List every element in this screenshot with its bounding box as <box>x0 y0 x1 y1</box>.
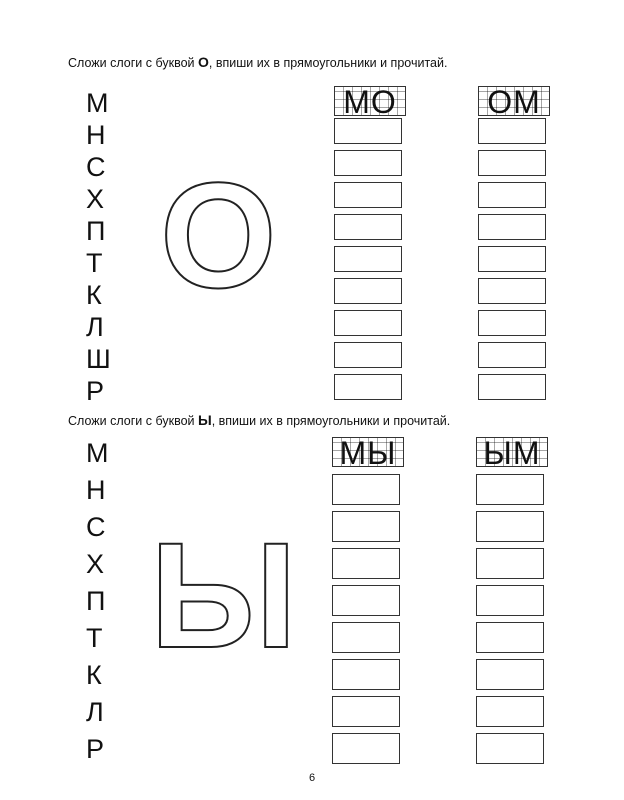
consonant-letter: Х <box>86 549 105 579</box>
syllable-box[interactable] <box>332 548 400 579</box>
consonant-letter: Р <box>86 734 105 764</box>
syllable-box[interactable] <box>334 278 402 304</box>
instruction-letter: Ы <box>197 412 212 428</box>
syllable-box[interactable] <box>332 622 400 653</box>
syllable-box[interactable] <box>334 246 402 272</box>
consonant-letter: Л <box>86 312 104 342</box>
instruction-text: Сложи слоги с буквой <box>68 414 198 428</box>
syllable-box[interactable] <box>478 246 546 272</box>
syllable-box[interactable] <box>334 342 402 368</box>
consonant-letter: М <box>86 88 109 118</box>
consonant-letter: Т <box>86 248 103 278</box>
consonant-letter: Н <box>86 120 106 150</box>
consonant-letter: П <box>86 586 106 616</box>
sample-syllable: МЫ <box>332 437 404 467</box>
syllable-box[interactable] <box>332 659 400 690</box>
syllable-box[interactable] <box>478 342 546 368</box>
consonant-letter: Т <box>86 623 103 653</box>
syllable-box[interactable] <box>478 118 546 144</box>
syllable-box[interactable] <box>476 585 544 616</box>
syllable-box[interactable] <box>476 548 544 579</box>
instruction-text-end: , впиши их в прямоугольники и прочитай. <box>208 56 448 70</box>
syllable-box[interactable] <box>478 182 546 208</box>
syllable-box[interactable] <box>334 214 402 240</box>
syllable-box[interactable] <box>476 474 544 505</box>
sample-syllable: ЫМ <box>476 437 548 467</box>
syllable-box[interactable] <box>476 622 544 653</box>
instruction-text: Сложи слоги с буквой <box>68 56 198 70</box>
instruction-y <box>68 412 450 428</box>
sample-syllable: ОМ <box>478 86 550 116</box>
syllable-box[interactable] <box>478 374 546 400</box>
consonant-letter: Р <box>86 376 105 406</box>
syllable-box[interactable] <box>332 511 400 542</box>
syllable-box[interactable] <box>476 733 544 764</box>
syllable-box[interactable] <box>334 310 402 336</box>
instruction-text-end: , впиши их в прямоугольники и прочитай. <box>211 414 451 428</box>
syllable-box[interactable] <box>334 118 402 144</box>
consonant-letter: С <box>86 152 106 182</box>
syllable-box[interactable] <box>478 278 546 304</box>
consonant-letter: М <box>86 438 109 468</box>
syllable-box[interactable] <box>476 659 544 690</box>
sample-syllable: МО <box>334 86 406 116</box>
syllable-box[interactable] <box>476 696 544 727</box>
consonant-letter: К <box>86 660 102 690</box>
consonant-letter: Ш <box>86 344 111 374</box>
consonant-letter: Х <box>86 184 105 214</box>
big-letter-o: О <box>160 151 277 319</box>
consonant-letter: С <box>86 512 106 542</box>
page-number: 6 <box>308 772 316 784</box>
big-letter-y: Ы <box>150 511 297 679</box>
syllable-box[interactable] <box>332 474 400 505</box>
consonant-letter: Л <box>86 697 104 727</box>
syllable-box[interactable] <box>478 214 546 240</box>
consonant-letter: П <box>86 216 106 246</box>
syllable-box[interactable] <box>334 182 402 208</box>
syllable-box[interactable] <box>332 585 400 616</box>
consonant-letter: Н <box>86 475 106 505</box>
instruction-letter: О <box>197 54 209 70</box>
syllable-box[interactable] <box>334 150 402 176</box>
instruction-o <box>68 54 447 70</box>
consonant-letter: К <box>86 280 102 310</box>
syllable-box[interactable] <box>476 511 544 542</box>
syllable-box[interactable] <box>332 696 400 727</box>
syllable-box[interactable] <box>478 150 546 176</box>
syllable-box[interactable] <box>478 310 546 336</box>
syllable-box[interactable] <box>332 733 400 764</box>
syllable-box[interactable] <box>334 374 402 400</box>
